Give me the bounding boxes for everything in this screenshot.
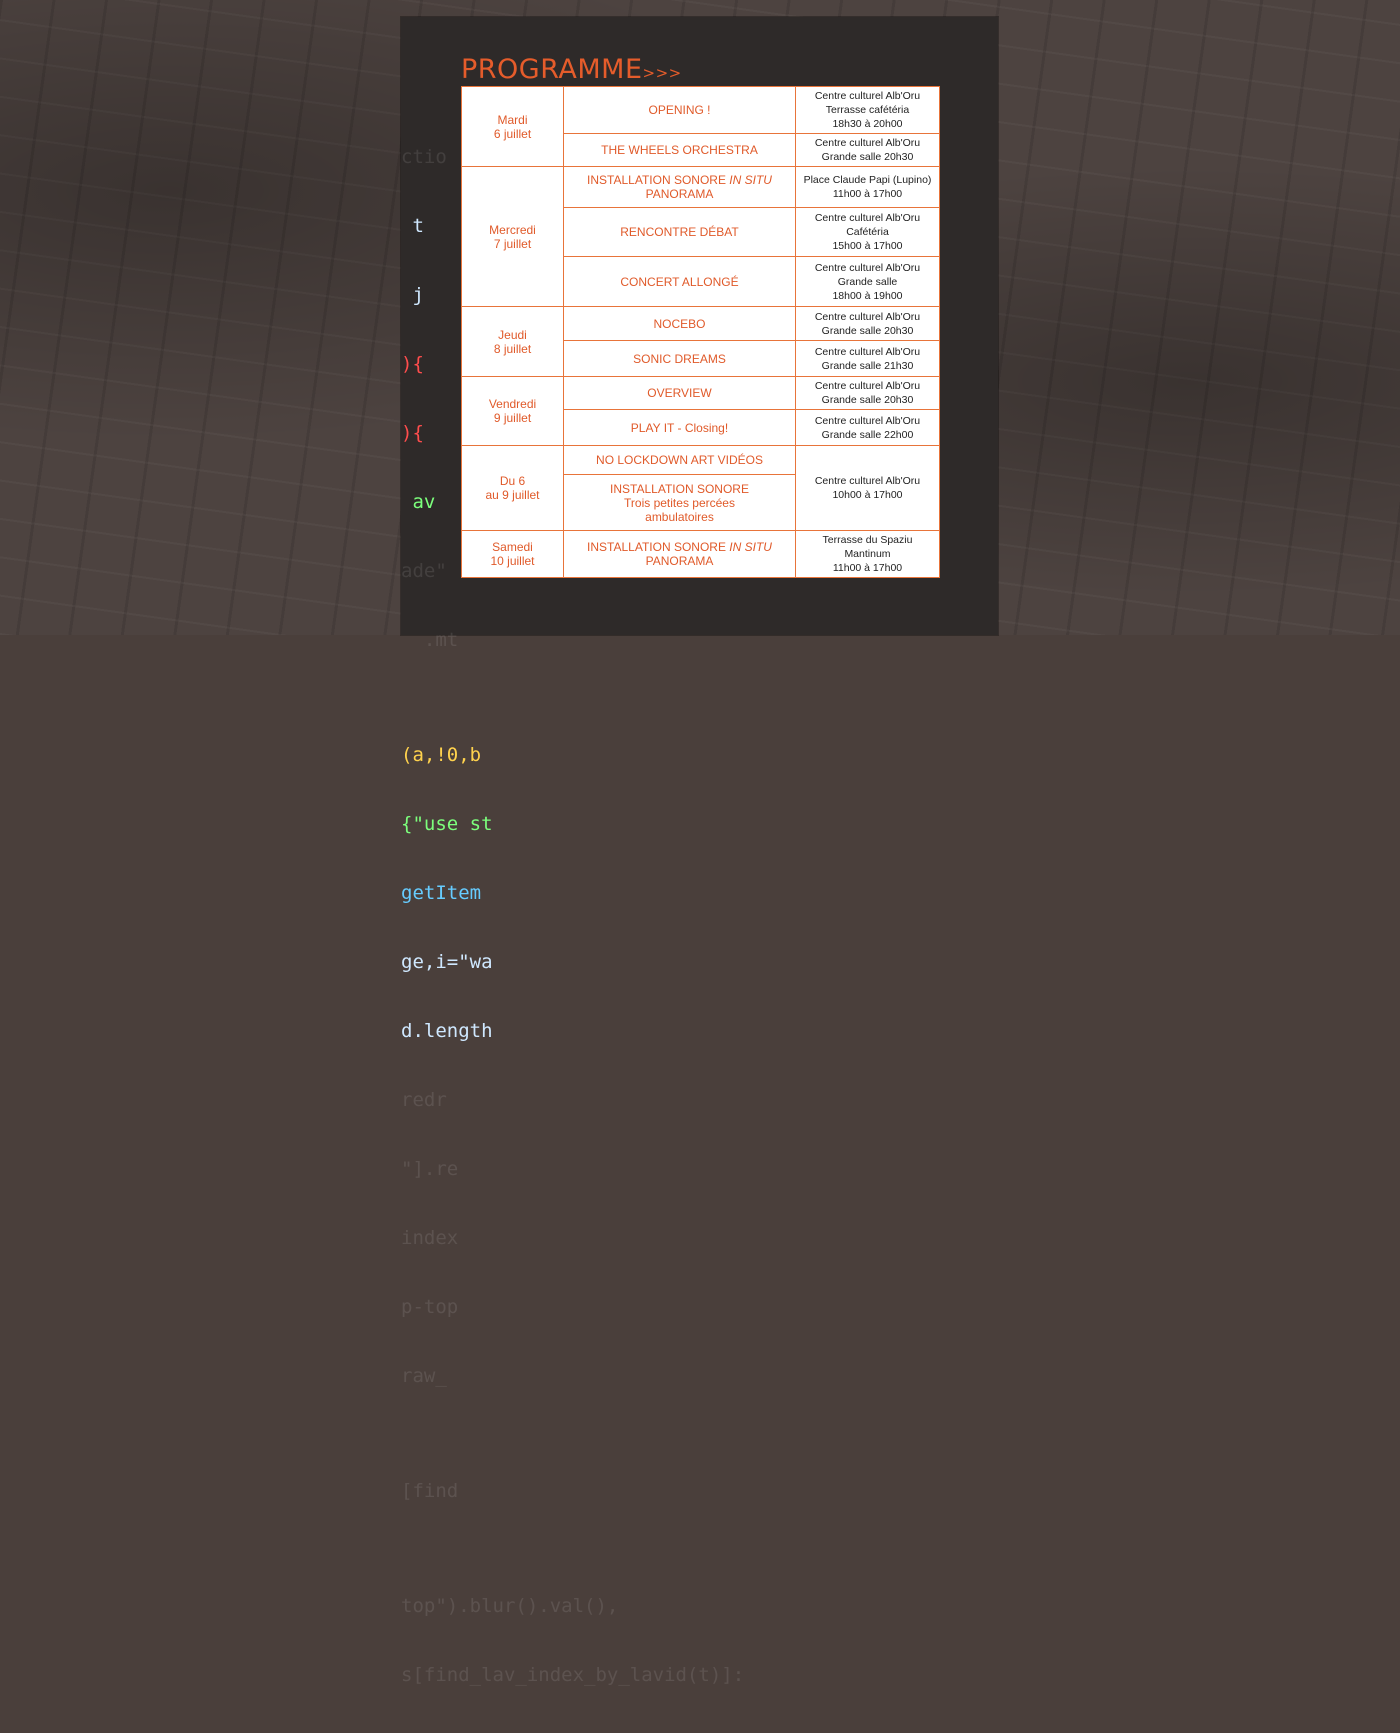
event-subtitle: ambulatoires (645, 509, 714, 524)
heading-title: PROGRAMME (461, 54, 643, 85)
place-cell (796, 446, 940, 531)
day-name: Mardi (497, 112, 528, 127)
day-name: Du 6 (499, 474, 526, 488)
day-cell (462, 87, 564, 167)
event-title-italic: IN SITU (729, 173, 772, 187)
code-line: "].re (401, 1158, 459, 1180)
event-cell (564, 257, 796, 307)
programme-heading (461, 54, 682, 85)
event-subtitle: Trois petites percées (624, 495, 735, 510)
code-line: {"use st (401, 813, 493, 835)
place-cell (796, 87, 940, 134)
place-line: 10h00 à 17h00 (832, 489, 903, 501)
code-line: index (401, 1227, 459, 1249)
place-line: Grande salle 20h30 (821, 394, 914, 406)
event-cell (564, 341, 796, 377)
place-line: Terrasse cafétéria (825, 104, 910, 116)
place-line: Terrasse du Spaziu Mantinum (822, 534, 913, 560)
place-line: Grande salle 22h00 (821, 428, 914, 441)
event-title: NOCEBO (653, 316, 706, 331)
event-cell (564, 446, 796, 475)
place-line: Grande salle 21h30 (821, 359, 914, 372)
day-date: 6 juillet (493, 126, 532, 141)
code-line: ade" (401, 560, 447, 582)
day-name: Jeudi (498, 327, 527, 342)
event-cell (564, 134, 796, 167)
day-cell (462, 446, 564, 531)
code-line: p-top (401, 1296, 459, 1318)
day-cell (462, 307, 564, 377)
place-line: Centre culturel Alb'Oru (814, 137, 921, 149)
event-title: RENCONTRE DÉBAT (620, 225, 739, 239)
place-line: Centre culturel Alb'Oru (814, 90, 921, 102)
place-cell (796, 377, 940, 410)
place-cell (796, 208, 940, 257)
event-cell (564, 475, 796, 531)
place-line: Centre culturel Alb'Oru (814, 380, 921, 392)
code-line: .mt (401, 629, 459, 651)
day-cell (462, 167, 564, 307)
place-line: 15h00 à 17h00 (832, 240, 903, 252)
place-line: Centre culturel Alb'Oru (814, 475, 921, 487)
event-title: PLAY IT - Closing! (630, 420, 729, 435)
day-date: 7 juillet (493, 236, 532, 251)
place-line: 11h00 à 17h00 (832, 562, 903, 574)
event-subtitle: PANORAMA (645, 187, 714, 201)
table-row (462, 167, 940, 208)
event-title-italic: IN SITU (729, 540, 772, 554)
code-line: ctio (401, 146, 447, 168)
code-line: ge,i="wa (401, 951, 493, 973)
table-row (462, 377, 940, 410)
day-date: 8 juillet (493, 341, 532, 356)
programme-table (461, 86, 940, 578)
event-title: CONCERT ALLONGÉ (620, 274, 739, 289)
day-cell (462, 377, 564, 446)
code-line: t (401, 215, 424, 237)
place-line: Centre culturel Alb'Oru (814, 310, 921, 323)
event-title: INSTALLATION SONORE (610, 481, 749, 496)
place-cell (796, 134, 940, 167)
day-cell (462, 531, 564, 578)
place-cell (796, 257, 940, 307)
day-date: 10 juillet (490, 554, 535, 568)
code-line: getItem (401, 882, 482, 904)
event-cell (564, 167, 796, 208)
code-line: d.length (401, 1020, 493, 1042)
place-line: Grande salle 20h30 (821, 324, 914, 337)
event-cell (564, 377, 796, 410)
event-cell (564, 410, 796, 446)
day-date: au 9 juillet (485, 488, 540, 502)
code-line: ){ (401, 422, 424, 444)
day-name: Mercredi (489, 222, 536, 237)
event-title: OVERVIEW (647, 386, 712, 400)
event-subtitle: PANORAMA (645, 554, 714, 568)
place-line: Centre culturel Alb'Oru (814, 345, 921, 358)
code-line: raw_ (401, 1365, 447, 1387)
place-line: 18h30 à 20h00 (832, 118, 903, 130)
event-title: OPENING ! (648, 103, 711, 117)
place-line: Centre culturel Alb'Oru (814, 212, 921, 224)
place-line: 18h00 à 19h00 (832, 289, 903, 302)
heading-arrows: >>> (642, 64, 682, 82)
code-line: av (401, 491, 436, 513)
place-line: Centre culturel Alb'Oru (814, 261, 921, 274)
day-name: Samedi (492, 540, 533, 554)
event-cell (564, 87, 796, 134)
code-line: [find (401, 1480, 459, 1502)
code-line: j (401, 284, 424, 306)
table-row (462, 307, 940, 341)
event-title: NO LOCKDOWN ART VIDÉOS (596, 453, 763, 467)
event-cell (564, 208, 796, 257)
table-row (462, 531, 940, 578)
table-row (462, 87, 940, 134)
place-line: Grande salle 20h30 (821, 151, 914, 163)
code-line: top").blur().val(), (401, 1595, 619, 1617)
code-line: ){ (401, 353, 424, 375)
event-title: THE WHEELS ORCHESTRA (601, 143, 758, 157)
event-title: INSTALLATION SONORE (587, 540, 730, 554)
place-cell (796, 341, 940, 377)
place-line: Place Claude Papi (Lupino) (803, 174, 932, 186)
place-line: Cafétéria (846, 226, 889, 238)
table-row (462, 446, 940, 475)
place-cell (796, 410, 940, 446)
place-cell (796, 167, 940, 208)
code-line: (a,!0,b (401, 744, 482, 766)
day-name: Vendredi (488, 397, 537, 411)
place-line: 11h00 à 17h00 (832, 188, 903, 200)
place-line: Centre culturel Alb'Oru (814, 414, 921, 427)
event-cell (564, 531, 796, 578)
event-title: INSTALLATION SONORE (587, 173, 730, 187)
place-line: Grande salle (837, 275, 898, 288)
event-title: SONIC DREAMS (633, 351, 726, 366)
place-cell (796, 531, 940, 578)
place-cell (796, 307, 940, 341)
day-date: 9 juillet (493, 411, 532, 425)
code-line: redr (401, 1089, 447, 1111)
event-cell (564, 307, 796, 341)
code-line: s[find_lav_index_by_lavid(t)]: (401, 1664, 745, 1686)
